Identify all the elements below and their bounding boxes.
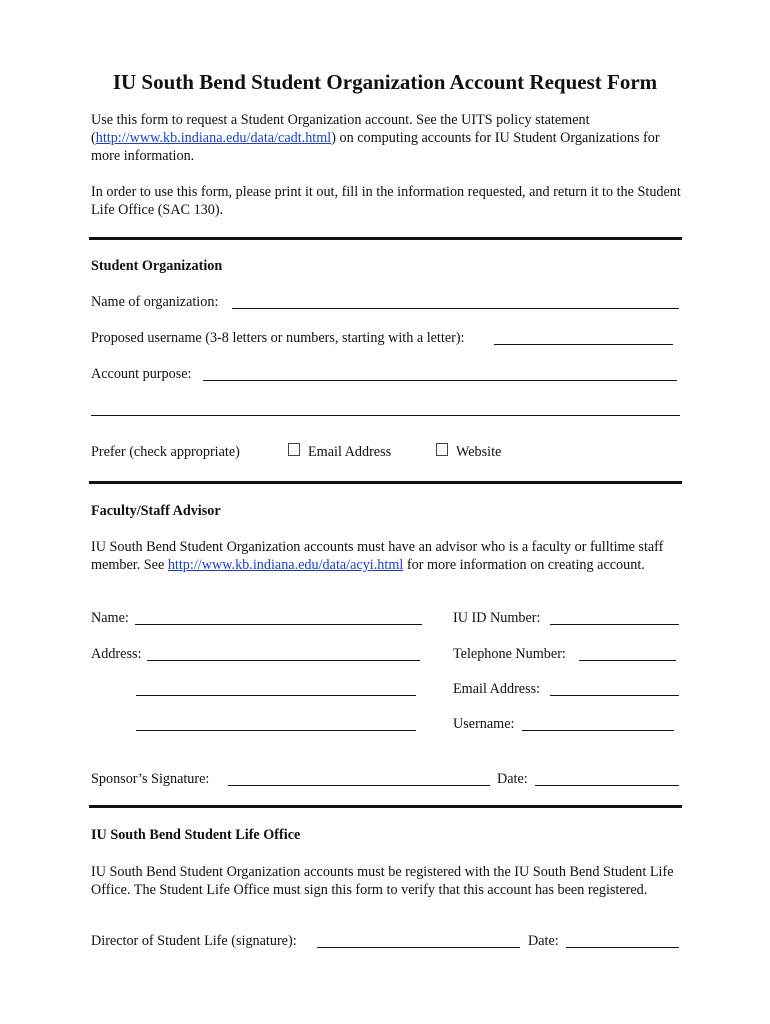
advisor-address-field-line2[interactable] xyxy=(136,695,416,696)
intro-text-end: ) on computing accounts for IU Student Organizations for more information. xyxy=(91,130,660,164)
sponsor-signature-label: Sponsor’s Signature: xyxy=(91,771,210,787)
proposed-username-field[interactable] xyxy=(494,344,673,345)
email-address-option-label: Email Address xyxy=(308,444,392,460)
website-option-label: Website xyxy=(456,444,502,460)
instructions-paragraph: In order to use this form, please print it out, fill in the information requested, and return it to the Student Life Office (SAC 130). xyxy=(91,184,681,218)
account-purpose-field-line2[interactable] xyxy=(91,415,680,416)
advisor-username-label: Username: xyxy=(453,716,515,732)
email-address-checkbox[interactable] xyxy=(288,443,300,456)
student-org-heading: Student Organization xyxy=(91,258,223,274)
student-life-description: IU South Bend Student Organization accounts must be registered with the IU South Bend Student Life Office. The Student Life Office must sign this form to verify that this account has been registered. xyxy=(91,864,674,898)
org-name-field[interactable] xyxy=(232,308,679,309)
director-date-label: Date: xyxy=(528,933,559,949)
acyi-link[interactable]: http://www.kb.indiana.edu/data/acyi.html xyxy=(167,557,404,573)
advisor-address-field-line3[interactable] xyxy=(136,730,416,731)
website-checkbox[interactable] xyxy=(436,443,448,456)
advisor-description xyxy=(91,538,691,574)
intro-paragraph xyxy=(91,111,691,165)
advisor-address-label: Address: xyxy=(91,646,142,662)
section-divider xyxy=(89,237,682,240)
sponsor-date-label: Date: xyxy=(497,771,528,787)
proposed-username-label: Proposed username (3-8 letters or numbers, starting with a letter): xyxy=(91,330,465,346)
section-divider xyxy=(89,481,682,484)
advisor-desc-end: for more information on creating account. xyxy=(403,557,645,573)
telephone-label: Telephone Number: xyxy=(453,646,566,662)
advisor-desc-start: IU South Bend Student Organization accounts must have an advisor who is a faculty or fulltime staff member. See xyxy=(91,539,664,573)
advisor-name-field[interactable] xyxy=(135,624,422,625)
advisor-email-label: Email Address: xyxy=(453,681,541,697)
account-purpose-field[interactable] xyxy=(203,380,677,381)
section-divider xyxy=(89,805,682,808)
advisor-name-label: Name: xyxy=(91,610,129,626)
account-purpose-label: Account purpose: xyxy=(91,366,192,382)
uits-policy-link[interactable]: http://www.kb.indiana.edu/data/cadt.html xyxy=(95,130,332,146)
advisor-email-field[interactable] xyxy=(550,695,679,696)
student-life-heading: IU South Bend Student Life Office xyxy=(91,827,301,843)
sponsor-signature-field[interactable] xyxy=(228,785,490,786)
advisor-heading: Faculty/Staff Advisor xyxy=(91,503,221,519)
iu-id-label: IU ID Number: xyxy=(453,610,541,626)
form-title: IU South Bend Student Organization Account Request Form xyxy=(112,70,658,94)
director-signature-label: Director of Student Life (signature): xyxy=(91,933,297,949)
prefer-label: Prefer (check appropriate) xyxy=(91,444,240,460)
sponsor-date-field[interactable] xyxy=(535,785,679,786)
telephone-field[interactable] xyxy=(579,660,676,661)
director-date-field[interactable] xyxy=(566,947,679,948)
iu-id-field[interactable] xyxy=(550,624,679,625)
org-name-label: Name of organization: xyxy=(91,294,219,310)
intro-text-start: Use this form to request a Student Organization account. See the UITS policy statement ( xyxy=(91,112,590,146)
advisor-address-field[interactable] xyxy=(147,660,420,661)
director-signature-field[interactable] xyxy=(317,947,520,948)
advisor-username-field[interactable] xyxy=(522,730,674,731)
